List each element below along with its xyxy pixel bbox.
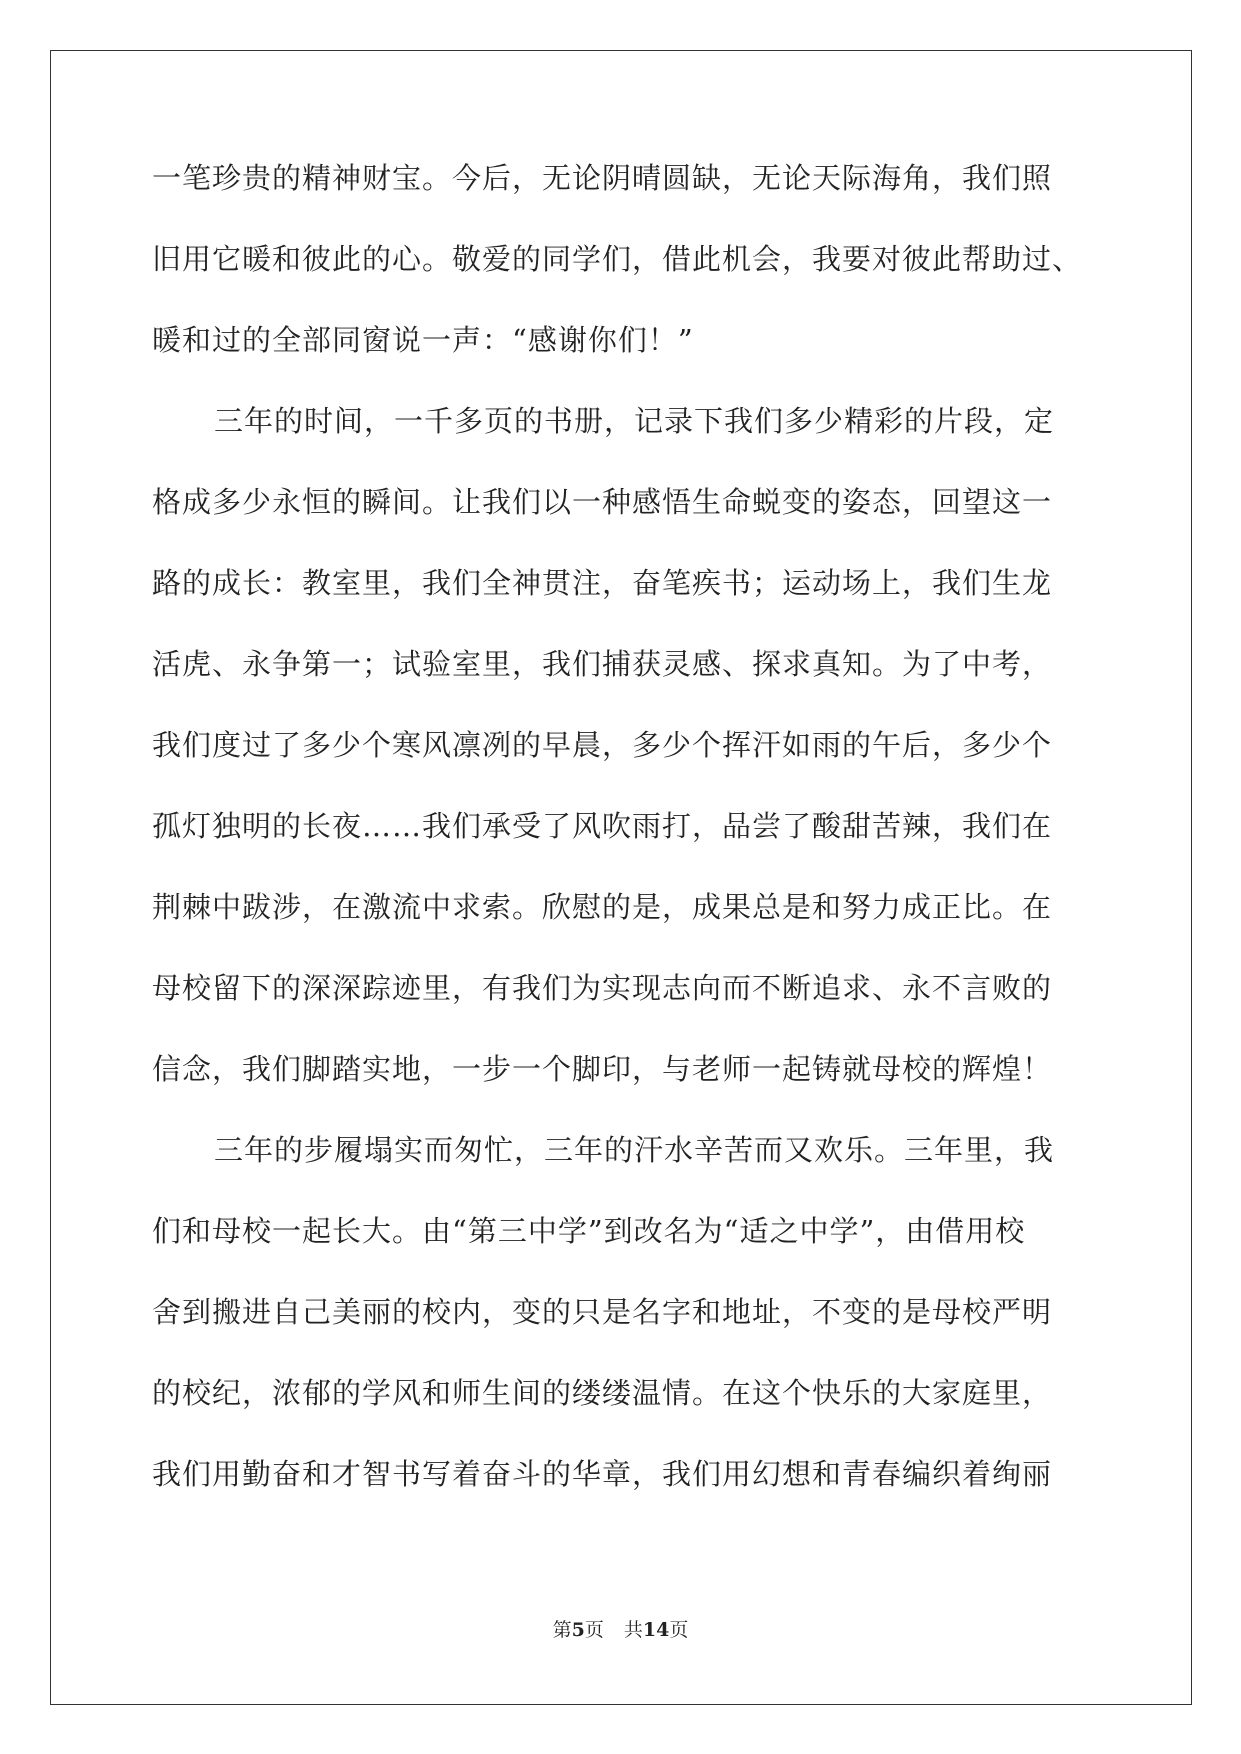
current-page-number: 5 [571, 1619, 585, 1641]
text-line: 信念，我们脚踏实地，一步一个脚印，与老师一起铸就母校的辉煌！ [152, 1052, 1053, 1086]
text-line: 孤灯独明的长夜……我们承受了风吹雨打，品尝了酸甜苦辣，我们在 [152, 809, 1053, 843]
text-line: 一笔珍贵的精神财宝。今后，无论阴晴圆缺，无论天际海角，我们照 [152, 161, 1053, 195]
text-line: 舍到搬进自己美丽的校内，变的只是名字和地址，不变的是母校严明 [152, 1295, 1053, 1329]
paragraph-start-line: 三年的时间，一千多页的书册，记录下我们多少精彩的片段，定 [214, 404, 1055, 438]
text-line: 母校留下的深深踪迹里，有我们为实现志向而不断追求、永不言败的 [152, 971, 1053, 1005]
text-line: 格成多少永恒的瞬间。让我们以一种感悟生命蜕变的姿态，回望这一 [152, 485, 1053, 519]
total-page-number: 14 [642, 1619, 670, 1641]
text-line: 路的成长：教室里，我们全神贯注，奋笔疾书；运动场上，我们生龙 [152, 566, 1053, 600]
footer-prefix: 第 [552, 1619, 572, 1641]
text-line: 活虎、永争第一；试验室里，我们捕获灵感、探求真知。为了中考， [152, 647, 1053, 681]
text-line: 的校纪，浓郁的学风和师生间的缕缕温情。在这个快乐的大家庭里， [152, 1376, 1053, 1410]
text-line: 旧用它暖和彼此的心。敬爱的同学们，借此机会，我要对彼此帮助过、 [152, 242, 1083, 276]
text-line: 们和母校一起长大。由“第三中学”到改名为“适之中学”，由借用校 [152, 1214, 1026, 1248]
text-line: 荆棘中跋涉，在激流中求索。欣慰的是，成果总是和努力成正比。在 [152, 890, 1053, 924]
text-line: 我们用勤奋和才智书写着奋斗的华章，我们用幻想和青春编织着绚丽 [152, 1457, 1053, 1491]
footer-total-suffix: 页 [669, 1619, 689, 1641]
paragraph-start-line: 三年的步履塌实而匆忙，三年的汗水辛苦而又欢乐。三年里，我 [214, 1133, 1055, 1167]
text-line: 我们度过了多少个寒风凛冽的早晨，多少个挥汗如雨的午后，多少个 [152, 728, 1053, 762]
text-line: 暖和过的全部同窗说一声：“感谢你们！” [152, 323, 694, 357]
document-body [152, 158, 1112, 1535]
page-footer [0, 1618, 1241, 1642]
footer-page-word: 页 [584, 1619, 604, 1641]
footer-total-prefix: 共 [623, 1619, 643, 1641]
